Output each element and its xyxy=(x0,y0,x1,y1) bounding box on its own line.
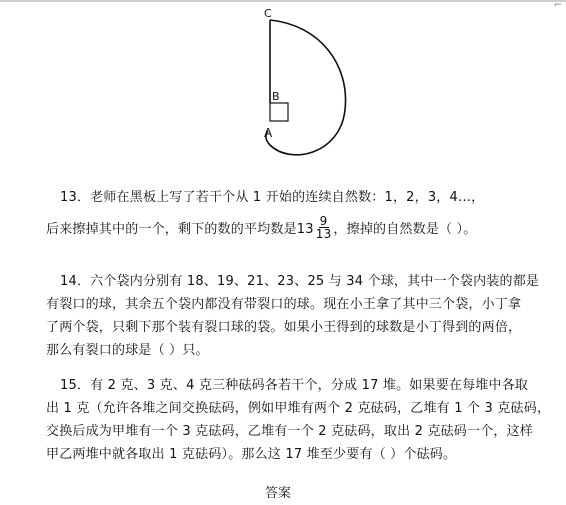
fraction-numerator: 9 xyxy=(319,213,328,228)
q13-line1: 13．老师在黑板上写了若干个从 1 开始的连续自然数：1，2，3，4…， xyxy=(60,190,485,205)
q13-fraction xyxy=(315,215,333,240)
q13-line2-prefix: 后来擦掉其中的一个，剩下的数的平均数是13 xyxy=(46,221,314,237)
geometry-figure xyxy=(250,5,360,165)
label-a: A xyxy=(264,126,273,140)
answer-label: 答案 xyxy=(265,486,292,501)
fraction-denominator: 13 xyxy=(315,226,332,241)
q14-line1: 14．六个袋内分别有 18、19、21、23、25 与 34 个球，其中一个袋内装的都是 xyxy=(60,274,540,289)
spiral-curve xyxy=(266,20,346,155)
label-b: B xyxy=(272,90,280,103)
label-c: C xyxy=(264,7,272,20)
q15-line4: 甲乙两堆中就各取出 1 克砝码）。那么这 17 堆至少要有（ ）个砝码。 xyxy=(46,447,457,462)
q14-line4: 那么有裂口的球是（ ）只。 xyxy=(46,343,209,358)
corner-mark: ⌐ xyxy=(553,0,562,11)
q13-line2-suffix: ，擦掉的自然数是（ ）。 xyxy=(333,221,477,237)
q13-line2 xyxy=(46,210,476,244)
q14-line2: 有裂口的球，其余五个袋内都没有带裂口的球。现在小王拿了其中三个袋，小丁拿 xyxy=(46,297,522,312)
q15-line1: 15．有 2 克、3 克、4 克三种砝码各若干个，分成 17 堆。如果要在每堆中各取 xyxy=(60,378,529,393)
q15-line3: 交换后成为甲堆有一个 3 克砝码，乙堆有一个 2 克砝码，取出 2 克砝码一个，这样 xyxy=(46,424,534,439)
small-square xyxy=(270,103,288,121)
top-border xyxy=(0,0,566,2)
q14-line3: 了两个袋，只剩下那个装有裂口球的袋。如果小王得到的球数是小丁得到的两倍， xyxy=(46,320,522,335)
q15-line2: 出 1 克（允许各堆之间交换砝码，例如甲堆有两个 2 克砝码，乙堆有 1 个 3 克砝码， xyxy=(46,401,551,416)
